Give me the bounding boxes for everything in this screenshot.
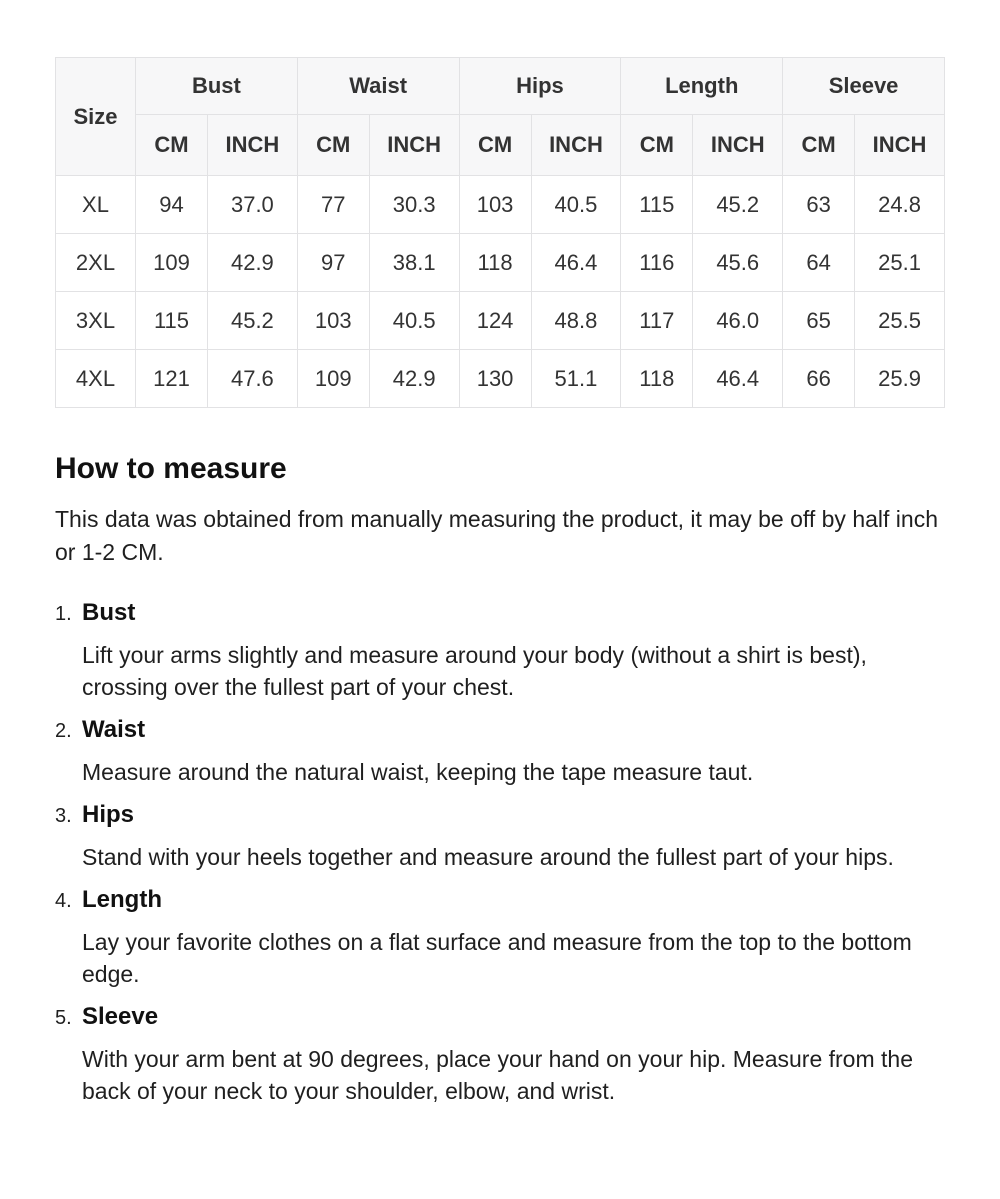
list-item-bust [55,599,945,716]
value-cell: 63 [783,176,855,234]
table-unit-header-row [56,115,945,176]
list-item-body [82,1003,945,1107]
value-cell: 94 [136,176,208,234]
value-cell: 45.2 [208,292,298,350]
value-cell: 40.5 [531,176,621,234]
value-cell: 118 [459,234,531,292]
list-item-number: 3. [55,805,72,827]
value-cell: 38.1 [369,234,459,292]
value-cell: 121 [136,350,208,408]
value-cell: 117 [621,292,693,350]
unit-header-sleeve-inch: INCH [855,115,945,176]
unit-header-bust-cm: CM [136,115,208,176]
unit-header-length-inch: INCH [693,115,783,176]
unit-header-waist-inch: INCH [369,115,459,176]
unit-header-waist-cm: CM [297,115,369,176]
how-to-measure-intro: This data was obtained from manually measuring the product, it may be off by half inch or 1-2 CM. [55,506,938,565]
value-cell: 40.5 [369,292,459,350]
value-cell: 24.8 [855,176,945,234]
value-cell: 109 [136,234,208,292]
column-header-bust: Bust [136,58,298,115]
value-cell: 103 [459,176,531,234]
value-cell: 25.5 [855,292,945,350]
value-cell: 42.9 [208,234,298,292]
value-cell: 77 [297,176,369,234]
value-cell: 97 [297,234,369,292]
list-item-description: With your arm bent at 90 degrees, place your hand on your hip. Measure from the back of your neck to your shoulder, elbow, and wrist. [82,1046,913,1104]
list-item-length [55,886,945,1003]
list-item-description: Lay your favorite clothes on a flat surface and measure from the top to the bottom edge. [82,929,912,987]
value-cell: 109 [297,350,369,408]
value-cell: 115 [621,176,693,234]
size-cell: 4XL [56,350,136,408]
value-cell: 47.6 [208,350,298,408]
unit-header-length-cm: CM [621,115,693,176]
value-cell: 103 [297,292,369,350]
list-item-waist [55,716,945,801]
list-item-hips [55,801,945,886]
column-header-length: Length [621,58,783,115]
value-cell: 46.4 [693,350,783,408]
list-item-term: Length [82,886,162,913]
value-cell: 30.3 [369,176,459,234]
value-cell: 45.2 [693,176,783,234]
list-item-sleeve [55,1003,945,1107]
how-to-measure-heading: How to measure [55,452,287,485]
table-row [56,234,945,292]
value-cell: 115 [136,292,208,350]
list-item-body [82,599,945,716]
table-row [56,176,945,234]
value-cell: 46.0 [693,292,783,350]
column-header-hips: Hips [459,58,621,115]
table-group-header-row [56,58,945,115]
list-item-description: Stand with your heels together and measure around the fullest part of your hips. [82,844,894,870]
size-cell: 3XL [56,292,136,350]
size-chart-table [55,57,945,408]
value-cell: 25.9 [855,350,945,408]
list-item-body [82,886,945,1003]
value-cell: 48.8 [531,292,621,350]
list-item-description: Lift your arms slightly and measure around your body (without a shirt is best), crossing over the fullest part of your chest. [82,642,867,700]
value-cell: 116 [621,234,693,292]
value-cell: 42.9 [369,350,459,408]
unit-header-hips-inch: INCH [531,115,621,176]
value-cell: 45.6 [693,234,783,292]
unit-header-hips-cm: CM [459,115,531,176]
size-cell: 2XL [56,234,136,292]
value-cell: 118 [621,350,693,408]
value-cell: 65 [783,292,855,350]
value-cell: 64 [783,234,855,292]
value-cell: 25.1 [855,234,945,292]
list-item-number: 2. [55,720,72,742]
value-cell: 66 [783,350,855,408]
column-header-size: Size [56,58,136,176]
table-row [56,350,945,408]
list-item-description: Measure around the natural waist, keeping the tape measure taut. [82,759,754,785]
list-item-number: 1. [55,603,72,625]
list-item-term: Hips [82,801,135,828]
size-cell: XL [56,176,136,234]
list-item-body [82,716,945,801]
unit-header-sleeve-cm: CM [783,115,855,176]
column-header-waist: Waist [297,58,459,115]
table-row [56,292,945,350]
list-item-number: 5. [55,1007,72,1029]
column-header-sleeve: Sleeve [783,58,945,115]
value-cell: 51.1 [531,350,621,408]
measure-instruction-list [55,599,945,1107]
value-cell: 130 [459,350,531,408]
value-cell: 37.0 [208,176,298,234]
list-item-number: 4. [55,890,72,912]
value-cell: 46.4 [531,234,621,292]
list-item-body [82,801,945,886]
list-item-term: Bust [82,599,136,626]
list-item-term: Sleeve [82,1003,159,1030]
value-cell: 124 [459,292,531,350]
list-item-term: Waist [82,716,146,743]
unit-header-bust-inch: INCH [208,115,298,176]
